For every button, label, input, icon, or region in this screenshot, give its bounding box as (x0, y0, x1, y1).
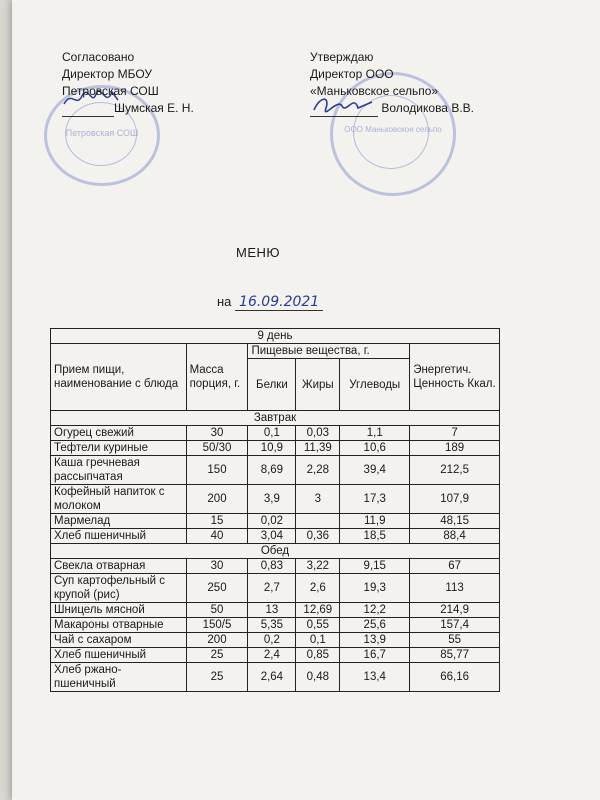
col-carbs-header: Углеводы (340, 359, 410, 411)
approval-right-name: Володикова В.В. (381, 101, 474, 115)
dish-fat: 0,03 (296, 426, 340, 441)
approval-left-line2: Директор МБОУ (62, 67, 153, 81)
table-row (51, 648, 500, 663)
dish-carbs: 10,6 (340, 441, 410, 456)
approval-right-line2: Директор ООО (310, 67, 394, 81)
dish-mass: 50/30 (186, 441, 248, 456)
dish-kcal: 85,77 (410, 648, 500, 663)
dish-fat: 11,39 (296, 441, 340, 456)
dish-name: Хлеб пшеничный (51, 529, 187, 544)
dish-name: Чай с сахаром (51, 633, 187, 648)
dish-protein: 2,64 (248, 663, 296, 692)
dish-fat (296, 514, 340, 529)
table-row (51, 633, 500, 648)
dish-name: Кофейный напиток с молоком (51, 485, 187, 514)
table-row (51, 529, 500, 544)
col-fat-header: Жиры (296, 359, 340, 411)
dish-fat: 2,6 (296, 574, 340, 603)
dish-fat: 0,1 (296, 633, 340, 648)
dish-name: Мармелад (51, 514, 187, 529)
dish-mass: 30 (186, 426, 248, 441)
dish-kcal: 48,15 (410, 514, 500, 529)
approval-left-name: Шумская Е. Н. (114, 101, 194, 115)
dish-kcal: 212,5 (410, 456, 500, 485)
approval-block-left (62, 49, 194, 117)
dish-mass: 25 (186, 648, 248, 663)
dish-fat: 0,85 (296, 648, 340, 663)
dish-carbs: 19,3 (340, 574, 410, 603)
dish-mass: 150/5 (186, 618, 248, 633)
dish-carbs: 16,7 (340, 648, 410, 663)
table-row (51, 559, 500, 574)
dish-carbs: 13,9 (340, 633, 410, 648)
signature-line (62, 104, 114, 117)
dish-name: Макароны отварные (51, 618, 187, 633)
col-mass-header: Масса порция, г. (186, 344, 248, 411)
col-protein-header: Белки (248, 359, 296, 411)
dish-kcal: 55 (410, 633, 500, 648)
dish-kcal: 107,9 (410, 485, 500, 514)
dish-protein: 8,69 (248, 456, 296, 485)
table-row (51, 441, 500, 456)
dish-kcal: 66,16 (410, 663, 500, 692)
dish-carbs: 17,3 (340, 485, 410, 514)
col-nutrients-header: Пищевые вещества, г. (248, 344, 410, 359)
dish-mass: 30 (186, 559, 248, 574)
dish-mass: 25 (186, 663, 248, 692)
table-row (51, 426, 500, 441)
dish-kcal: 189 (410, 441, 500, 456)
table-row (51, 663, 500, 692)
approval-left-line1: Согласовано (62, 50, 135, 64)
table-row (51, 514, 500, 529)
dish-carbs: 13,4 (340, 663, 410, 692)
section-title: Обед (51, 544, 500, 559)
dish-protein: 0,1 (248, 426, 296, 441)
dish-mass: 150 (186, 456, 248, 485)
dish-mass: 200 (186, 633, 248, 648)
document-page (12, 0, 600, 800)
dish-carbs: 1,1 (340, 426, 410, 441)
date-line (217, 294, 323, 310)
dish-protein: 5,35 (248, 618, 296, 633)
table-row (51, 574, 500, 603)
dish-protein: 13 (248, 603, 296, 618)
table-row (51, 485, 500, 514)
page-title: МЕНЮ (236, 245, 281, 260)
dish-carbs: 12,2 (340, 603, 410, 618)
dish-mass: 50 (186, 603, 248, 618)
dish-name: Шницель мясной (51, 603, 187, 618)
dish-mass: 15 (186, 514, 248, 529)
dish-kcal: 67 (410, 559, 500, 574)
dish-protein: 3,04 (248, 529, 296, 544)
dish-carbs: 39,4 (340, 456, 410, 485)
dish-kcal: 7 (410, 426, 500, 441)
dish-protein: 0,02 (248, 514, 296, 529)
dish-carbs: 9,15 (340, 559, 410, 574)
date-value: 16.09.2021 (235, 294, 323, 311)
col-energy-header: Энергетич. Ценность Ккал. (410, 344, 500, 411)
dish-kcal: 157,4 (410, 618, 500, 633)
dish-kcal: 113 (410, 574, 500, 603)
dish-name: Тефтели куриные (51, 441, 187, 456)
approval-right-line3: «Маньковское сельпо» (310, 84, 439, 98)
approval-left-line3: Петровская СОШ (62, 84, 159, 98)
dish-carbs: 25,6 (340, 618, 410, 633)
dish-protein: 0,2 (248, 633, 296, 648)
dish-fat: 2,28 (296, 456, 340, 485)
dish-fat: 3 (296, 485, 340, 514)
dish-kcal: 88,4 (410, 529, 500, 544)
section-row (51, 411, 500, 426)
dish-fat: 12,69 (296, 603, 340, 618)
dish-protein: 2,7 (248, 574, 296, 603)
date-prefix: на (217, 294, 232, 309)
section-row (51, 544, 500, 559)
approval-right-line1: Утверждаю (310, 50, 374, 64)
dish-protein: 10,9 (248, 441, 296, 456)
table-row (51, 456, 500, 485)
day-label: 9 день (51, 329, 500, 344)
dish-mass: 40 (186, 529, 248, 544)
menu-table (50, 328, 500, 692)
dish-mass: 200 (186, 485, 248, 514)
dish-fat: 0,55 (296, 618, 340, 633)
dish-fat: 0,36 (296, 529, 340, 544)
table-row (51, 603, 500, 618)
dish-name: Хлеб ржано-пшеничный (51, 663, 187, 692)
col-meal-header: Прием пищи, наименование с блюда (51, 344, 187, 411)
dish-fat: 3,22 (296, 559, 340, 574)
dish-name: Свекла отварная (51, 559, 187, 574)
approval-block-right (310, 49, 474, 117)
dish-name: Хлеб пшеничный (51, 648, 187, 663)
dish-protein: 3,9 (248, 485, 296, 514)
dish-protein: 2,4 (248, 648, 296, 663)
dish-carbs: 11,9 (340, 514, 410, 529)
dish-protein: 0,83 (248, 559, 296, 574)
section-title: Завтрак (51, 411, 500, 426)
dish-name: Огурец свежий (51, 426, 187, 441)
dish-kcal: 214,9 (410, 603, 500, 618)
dish-name: Суп картофельный с крупой (рис) (51, 574, 187, 603)
company-stamp: ООО Маньковское сельпо (330, 72, 456, 196)
dish-mass: 250 (186, 574, 248, 603)
dish-fat: 0,48 (296, 663, 340, 692)
school-stamp: Петровская СОШ (44, 85, 160, 186)
signature-line (310, 104, 378, 117)
dish-name: Каша гречневая рассыпчатая (51, 456, 187, 485)
table-row (51, 618, 500, 633)
dish-carbs: 18,5 (340, 529, 410, 544)
